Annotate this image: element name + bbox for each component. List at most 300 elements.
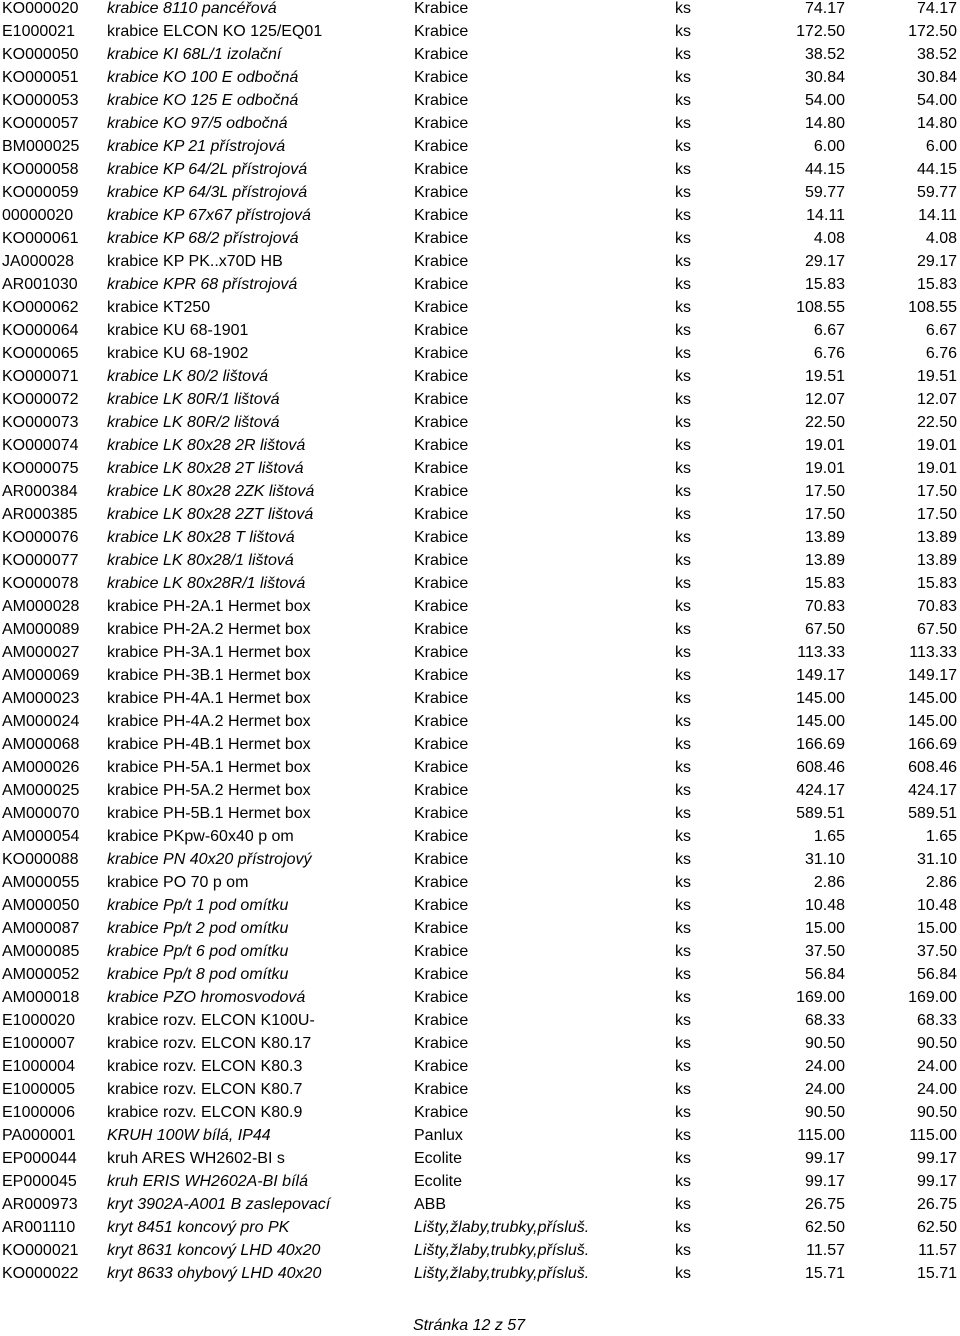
item-total-price: 37.50 xyxy=(916,943,957,960)
item-total-price: 169.00 xyxy=(908,989,957,1006)
item-name: krabice PH-3B.1 Hermet box xyxy=(107,667,311,684)
item-code: EP000044 xyxy=(2,1150,77,1167)
item-code: KO000050 xyxy=(2,46,79,63)
item-name: krabice LK 80x28 2T lištová xyxy=(107,460,304,477)
item-code: AM000023 xyxy=(2,690,80,707)
item-unit-price: 2.86 xyxy=(813,874,845,891)
table-row xyxy=(0,940,960,963)
item-name: krabice 8110 pancéřová xyxy=(107,0,277,17)
item-unit: ks xyxy=(675,1104,691,1121)
table-row xyxy=(0,227,960,250)
item-unit: ks xyxy=(675,897,691,914)
item-code: KO000059 xyxy=(2,184,79,201)
item-unit-price: 17.50 xyxy=(804,506,845,523)
item-unit-price: 54.00 xyxy=(804,92,845,109)
item-total-price: 24.00 xyxy=(916,1058,957,1075)
item-name: krabice LK 80x28 T lištová xyxy=(107,529,295,546)
item-unit-price: 38.52 xyxy=(804,46,845,63)
item-unit: ks xyxy=(675,414,691,431)
item-total-price: 19.01 xyxy=(916,437,957,454)
item-category: Krabice xyxy=(414,138,469,155)
item-category: Krabice xyxy=(414,0,469,17)
table-row xyxy=(0,549,960,572)
item-code: E1000021 xyxy=(2,23,75,40)
item-name: krabice KP PK..x70D HB xyxy=(107,253,283,270)
item-category: Lišty,žlaby,trubky,přísluš. xyxy=(414,1265,590,1282)
item-unit: ks xyxy=(675,1173,691,1190)
item-code: AM000018 xyxy=(2,989,80,1006)
item-name: krabice PH-4A.1 Hermet box xyxy=(107,690,311,707)
table-row xyxy=(0,1193,960,1216)
item-name: krabice Pp/t 8 pod omítku xyxy=(107,966,289,983)
item-total-price: 15.83 xyxy=(916,575,957,592)
item-code: AR000384 xyxy=(2,483,78,500)
item-unit: ks xyxy=(675,161,691,178)
item-name: kruh ARES WH2602-BI s xyxy=(107,1150,285,1167)
item-code: AM000055 xyxy=(2,874,80,891)
table-row xyxy=(0,204,960,227)
item-unit: ks xyxy=(675,966,691,983)
item-unit: ks xyxy=(675,299,691,316)
table-row xyxy=(0,733,960,756)
item-unit-price: 67.50 xyxy=(804,621,845,638)
item-code: JA000028 xyxy=(2,253,75,270)
item-name: krabice KP 68/2 přístrojová xyxy=(107,230,299,247)
item-code: AR001110 xyxy=(2,1219,76,1236)
item-category: Lišty,žlaby,trubky,přísluš. xyxy=(414,1242,590,1259)
item-unit-price: 6.76 xyxy=(813,345,845,362)
item-unit: ks xyxy=(675,138,691,155)
item-code: E1000005 xyxy=(2,1081,75,1098)
item-total-price: 68.33 xyxy=(916,1012,957,1029)
item-unit-price: 31.10 xyxy=(804,851,845,868)
item-unit-price: 113.33 xyxy=(797,644,845,661)
item-category: Krabice xyxy=(414,46,469,63)
item-total-price: 90.50 xyxy=(916,1104,957,1121)
item-unit-price: 14.11 xyxy=(806,207,845,224)
item-unit: ks xyxy=(675,1035,691,1052)
table-row xyxy=(0,0,960,20)
item-unit: ks xyxy=(675,1058,691,1075)
item-unit-price: 24.00 xyxy=(804,1058,845,1075)
item-name: krabice KU 68-1902 xyxy=(107,345,249,362)
item-name: krabice rozv. ELCON K80.9 xyxy=(107,1104,303,1121)
item-unit-price: 29.17 xyxy=(804,253,845,270)
item-name: krabice PKpw-60x40 p om xyxy=(107,828,294,845)
table-row xyxy=(0,986,960,1009)
item-total-price: 608.46 xyxy=(908,759,957,776)
item-total-price: 589.51 xyxy=(908,805,957,822)
item-total-price: 145.00 xyxy=(908,713,957,730)
item-category: Krabice xyxy=(414,1035,469,1052)
item-total-price: 44.15 xyxy=(916,161,957,178)
table-row xyxy=(0,595,960,618)
item-code: KO000072 xyxy=(2,391,79,408)
item-total-price: 11.57 xyxy=(918,1242,957,1259)
item-unit-price: 44.15 xyxy=(804,161,845,178)
item-unit: ks xyxy=(675,529,691,546)
item-category: Krabice xyxy=(414,230,469,247)
item-unit-price: 145.00 xyxy=(796,713,845,730)
item-unit: ks xyxy=(675,23,691,40)
item-total-price: 14.11 xyxy=(918,207,957,224)
item-unit-price: 37.50 xyxy=(804,943,845,960)
item-code: KO000062 xyxy=(2,299,79,316)
item-code: AM000069 xyxy=(2,667,80,684)
item-unit: ks xyxy=(675,1150,691,1167)
item-total-price: 13.89 xyxy=(916,552,957,569)
item-category: Krabice xyxy=(414,207,469,224)
item-total-price: 26.75 xyxy=(916,1196,957,1213)
item-name: kruh ERIS WH2602A-BI bílá xyxy=(107,1173,308,1190)
item-category: Krabice xyxy=(414,966,469,983)
item-unit-price: 62.50 xyxy=(804,1219,845,1236)
item-total-price: 424.17 xyxy=(908,782,957,799)
item-category: Krabice xyxy=(414,782,469,799)
item-unit-price: 15.83 xyxy=(804,276,845,293)
item-name: krabice ELCON KO 125/EQ01 xyxy=(107,23,323,40)
item-code: E1000007 xyxy=(2,1035,75,1052)
item-unit-price: 24.00 xyxy=(804,1081,845,1098)
item-unit: ks xyxy=(675,46,691,63)
table-row xyxy=(0,1078,960,1101)
item-code: KO000077 xyxy=(2,552,79,569)
table-row xyxy=(0,181,960,204)
item-unit: ks xyxy=(675,460,691,477)
item-total-price: 15.71 xyxy=(916,1265,957,1282)
item-category: Krabice xyxy=(414,851,469,868)
item-category: Krabice xyxy=(414,1012,469,1029)
item-total-price: 149.17 xyxy=(908,667,957,684)
item-category: Ecolite xyxy=(414,1173,463,1190)
item-unit-price: 169.00 xyxy=(796,989,845,1006)
item-unit-price: 166.69 xyxy=(796,736,845,753)
item-code: KO000057 xyxy=(2,115,79,132)
item-name: krabice PZO hromosvodová xyxy=(107,989,306,1006)
item-name: krabice PH-5B.1 Hermet box xyxy=(107,805,311,822)
item-category: Krabice xyxy=(414,161,469,178)
item-code: AM000068 xyxy=(2,736,80,753)
item-name: krabice LK 80x28 2R lištová xyxy=(107,437,306,454)
item-total-price: 54.00 xyxy=(916,92,957,109)
item-unit: ks xyxy=(675,483,691,500)
table-row xyxy=(0,503,960,526)
item-unit: ks xyxy=(675,989,691,1006)
item-unit: ks xyxy=(675,851,691,868)
item-unit: ks xyxy=(675,575,691,592)
page-number: Stránka 12 z 57 xyxy=(413,1317,526,1334)
item-unit-price: 59.77 xyxy=(804,184,845,201)
item-category: Krabice xyxy=(414,92,469,109)
item-total-price: 10.48 xyxy=(916,897,957,914)
item-name: krabice KO 125 E odbočná xyxy=(107,92,299,109)
item-name: krabice KO 100 E odbočná xyxy=(107,69,299,86)
item-code: KO000074 xyxy=(2,437,79,454)
item-unit: ks xyxy=(675,391,691,408)
item-unit-price: 13.89 xyxy=(804,529,845,546)
item-code: E1000020 xyxy=(2,1012,75,1029)
item-unit: ks xyxy=(675,736,691,753)
item-code: KO000051 xyxy=(2,69,79,86)
item-unit-price: 22.50 xyxy=(804,414,845,431)
item-unit-price: 17.50 xyxy=(804,483,845,500)
item-unit-price: 608.46 xyxy=(796,759,845,776)
item-category: Krabice xyxy=(414,621,469,638)
table-row xyxy=(0,365,960,388)
item-code: AR000385 xyxy=(2,506,78,523)
table-row xyxy=(0,1216,960,1239)
item-total-price: 12.07 xyxy=(916,391,957,408)
item-code: AM000089 xyxy=(2,621,80,638)
item-category: Krabice xyxy=(414,184,469,201)
item-unit-price: 26.75 xyxy=(804,1196,845,1213)
item-unit: ks xyxy=(675,92,691,109)
item-category: Krabice xyxy=(414,598,469,615)
table-row xyxy=(0,1101,960,1124)
item-unit: ks xyxy=(675,598,691,615)
item-name: krabice KP 21 přístrojová xyxy=(107,138,286,155)
item-unit-price: 11.57 xyxy=(806,1242,845,1259)
table-row xyxy=(0,1032,960,1055)
table-row xyxy=(0,664,960,687)
item-category: Krabice xyxy=(414,345,469,362)
item-unit: ks xyxy=(675,230,691,247)
item-name: krabice PH-2A.1 Hermet box xyxy=(107,598,311,615)
item-category: Krabice xyxy=(414,828,469,845)
item-name: krabice KU 68-1901 xyxy=(107,322,249,339)
item-unit-price: 6.67 xyxy=(813,322,845,339)
item-name: krabice PN 40x20 přístrojový xyxy=(107,851,312,868)
item-unit-price: 172.50 xyxy=(796,23,845,40)
item-category: Krabice xyxy=(414,529,469,546)
item-category: Krabice xyxy=(414,1058,469,1075)
item-name: kryt 8631 koncový LHD 40x20 xyxy=(107,1242,321,1259)
item-total-price: 2.86 xyxy=(925,874,957,891)
item-name: kryt 8633 ohybový LHD 40x20 xyxy=(107,1265,322,1282)
item-unit-price: 149.17 xyxy=(796,667,845,684)
table-row xyxy=(0,871,960,894)
item-code: KO000071 xyxy=(2,368,79,385)
item-unit: ks xyxy=(675,437,691,454)
table-row xyxy=(0,572,960,595)
item-code: KO000078 xyxy=(2,575,79,592)
item-code: KO000065 xyxy=(2,345,79,362)
item-name: krabice Pp/t 2 pod omítku xyxy=(107,920,289,937)
table-row xyxy=(0,388,960,411)
table-row xyxy=(0,20,960,43)
item-unit-price: 10.48 xyxy=(804,897,845,914)
item-name: krabice PH-3A.1 Hermet box xyxy=(107,644,311,661)
item-category: Krabice xyxy=(414,69,469,86)
item-unit: ks xyxy=(675,1127,691,1144)
item-unit: ks xyxy=(675,920,691,937)
item-total-price: 17.50 xyxy=(916,483,957,500)
table-row xyxy=(0,457,960,480)
item-unit-price: 68.33 xyxy=(804,1012,845,1029)
table-row xyxy=(0,89,960,112)
item-category: Krabice xyxy=(414,667,469,684)
item-code: AM000070 xyxy=(2,805,80,822)
item-total-price: 31.10 xyxy=(916,851,957,868)
item-name: kryt 8451 koncový pro PK xyxy=(107,1219,290,1236)
item-total-price: 99.17 xyxy=(916,1173,957,1190)
item-unit-price: 12.07 xyxy=(804,391,845,408)
item-total-price: 13.89 xyxy=(916,529,957,546)
item-name: krabice LK 80R/2 lištová xyxy=(107,414,280,431)
item-name: krabice PH-5A.1 Hermet box xyxy=(107,759,311,776)
table-row xyxy=(0,158,960,181)
item-unit-price: 13.89 xyxy=(804,552,845,569)
item-name: krabice LK 80x28 2ZT lištová xyxy=(107,506,314,523)
item-category: Krabice xyxy=(414,759,469,776)
table-row xyxy=(0,687,960,710)
item-category: Krabice xyxy=(414,115,469,132)
item-category: Lišty,žlaby,trubky,přísluš. xyxy=(414,1219,590,1236)
item-unit-price: 108.55 xyxy=(796,299,845,316)
item-total-price: 22.50 xyxy=(916,414,957,431)
item-category: Panlux xyxy=(414,1127,463,1144)
table-row xyxy=(0,894,960,917)
item-code: KO000064 xyxy=(2,322,79,339)
item-unit-price: 90.50 xyxy=(804,1035,845,1052)
item-unit: ks xyxy=(675,874,691,891)
item-total-price: 15.83 xyxy=(916,276,957,293)
item-unit-price: 99.17 xyxy=(804,1150,845,1167)
item-total-price: 115.00 xyxy=(909,1127,957,1144)
item-category: Krabice xyxy=(414,690,469,707)
item-code: AR000973 xyxy=(2,1196,78,1213)
item-code: AM000028 xyxy=(2,598,80,615)
table-row xyxy=(0,43,960,66)
item-category: Krabice xyxy=(414,1081,469,1098)
table-row xyxy=(0,250,960,273)
item-name: krabice PH-5A.2 Hermet box xyxy=(107,782,311,799)
item-unit: ks xyxy=(675,506,691,523)
item-name: krabice LK 80x28 2ZK lištová xyxy=(107,483,315,500)
item-unit: ks xyxy=(675,322,691,339)
table-row xyxy=(0,112,960,135)
item-category: Krabice xyxy=(414,874,469,891)
item-code: PA000001 xyxy=(2,1127,76,1144)
item-name: krabice LK 80x28R/1 lištová xyxy=(107,575,306,592)
item-total-price: 29.17 xyxy=(916,253,957,270)
item-code: AM000050 xyxy=(2,897,80,914)
item-unit: ks xyxy=(675,0,691,17)
item-unit-price: 115.00 xyxy=(797,1127,845,1144)
item-name: KRUH 100W bílá, IP44 xyxy=(107,1127,271,1144)
item-code: KO000075 xyxy=(2,460,79,477)
item-unit: ks xyxy=(675,368,691,385)
item-unit-price: 90.50 xyxy=(804,1104,845,1121)
item-code: BM000025 xyxy=(2,138,80,155)
item-total-price: 145.00 xyxy=(908,690,957,707)
item-total-price: 24.00 xyxy=(916,1081,957,1098)
item-total-price: 19.51 xyxy=(916,368,957,385)
item-unit: ks xyxy=(675,184,691,201)
item-total-price: 6.67 xyxy=(925,322,957,339)
item-category: Krabice xyxy=(414,713,469,730)
table-row xyxy=(0,434,960,457)
item-code: AM000052 xyxy=(2,966,80,983)
item-name: krabice Pp/t 1 pod omítku xyxy=(107,897,289,914)
item-unit-price: 74.17 xyxy=(804,0,845,17)
item-category: Krabice xyxy=(414,575,469,592)
table-row xyxy=(0,411,960,434)
item-code: AM000025 xyxy=(2,782,80,799)
item-total-price: 14.80 xyxy=(916,115,957,132)
table-row xyxy=(0,779,960,802)
item-total-price: 38.52 xyxy=(916,46,957,63)
item-category: Krabice xyxy=(414,943,469,960)
item-unit-price: 30.84 xyxy=(804,69,845,86)
item-name: kryt 3902A-A001 B zaslepovací xyxy=(107,1196,331,1213)
table-row xyxy=(0,1262,960,1285)
item-code: AM000085 xyxy=(2,943,80,960)
item-unit: ks xyxy=(675,828,691,845)
item-unit: ks xyxy=(675,552,691,569)
item-category: Krabice xyxy=(414,644,469,661)
item-unit: ks xyxy=(675,713,691,730)
table-row xyxy=(0,1147,960,1170)
table-row xyxy=(0,135,960,158)
table-row xyxy=(0,618,960,641)
item-name: krabice Pp/t 6 pod omítku xyxy=(107,943,289,960)
item-total-price: 6.76 xyxy=(925,345,957,362)
item-category: ABB xyxy=(414,1196,447,1213)
table-row xyxy=(0,1009,960,1032)
item-name: krabice LK 80x28/1 lištová xyxy=(107,552,294,569)
item-total-price: 6.00 xyxy=(925,138,957,155)
item-name: krabice KPR 68 přístrojová xyxy=(107,276,298,293)
item-total-price: 74.17 xyxy=(916,0,957,17)
item-category: Krabice xyxy=(414,506,469,523)
item-unit-price: 4.08 xyxy=(813,230,845,247)
item-total-price: 108.55 xyxy=(908,299,957,316)
item-category: Krabice xyxy=(414,460,469,477)
table-row xyxy=(0,273,960,296)
item-name: krabice PH-2A.2 Hermet box xyxy=(107,621,311,638)
item-category: Krabice xyxy=(414,299,469,316)
item-total-price: 17.50 xyxy=(916,506,957,523)
item-code: KO000058 xyxy=(2,161,79,178)
item-category: Krabice xyxy=(414,920,469,937)
item-unit-price: 99.17 xyxy=(804,1173,845,1190)
item-code: AR001030 xyxy=(2,276,78,293)
item-category: Krabice xyxy=(414,805,469,822)
item-unit-price: 14.80 xyxy=(804,115,845,132)
item-total-price: 59.77 xyxy=(916,184,957,201)
table-row xyxy=(0,526,960,549)
item-code: KO000020 xyxy=(2,0,79,17)
item-category: Krabice xyxy=(414,414,469,431)
item-unit: ks xyxy=(675,1081,691,1098)
item-total-price: 15.00 xyxy=(916,920,957,937)
table-row xyxy=(0,848,960,871)
item-category: Krabice xyxy=(414,437,469,454)
item-unit: ks xyxy=(675,207,691,224)
item-code: AM000026 xyxy=(2,759,80,776)
item-total-price: 1.65 xyxy=(925,828,957,845)
item-code: AM000027 xyxy=(2,644,80,661)
item-name: krabice PH-4B.1 Hermet box xyxy=(107,736,311,753)
item-name: krabice KP 64/2L přístrojová xyxy=(107,161,308,178)
item-unit: ks xyxy=(675,276,691,293)
item-name: krabice rozv. ELCON K80.3 xyxy=(107,1058,303,1075)
table-row xyxy=(0,802,960,825)
item-total-price: 19.01 xyxy=(916,460,957,477)
table-row xyxy=(0,641,960,664)
item-category: Krabice xyxy=(414,736,469,753)
